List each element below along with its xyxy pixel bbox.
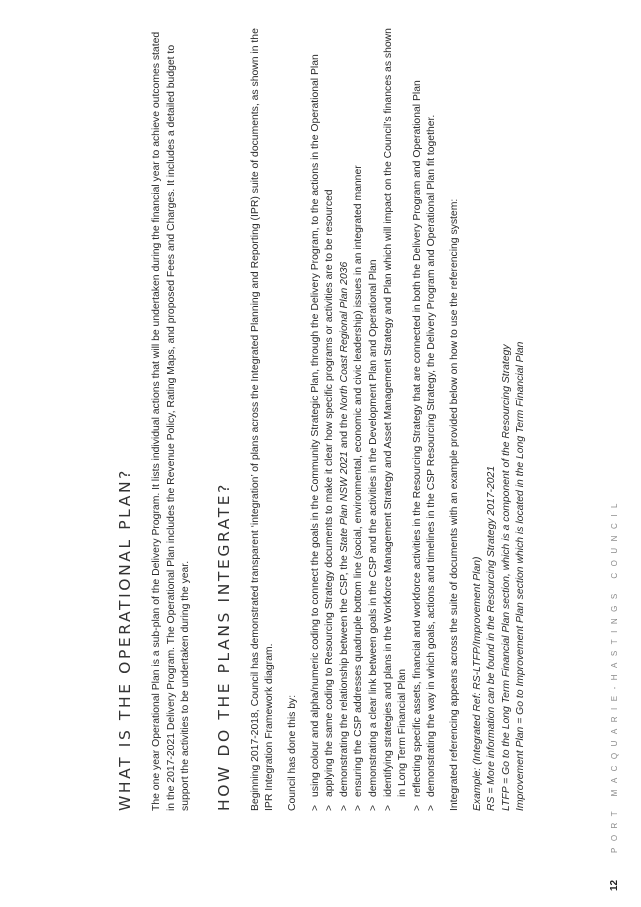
list-item: > demonstrating the way in which goals, actions and timelines in the CSP Resourcing Strategy, the Delivery Program and Operational Plan fit together.: [425, 21, 440, 811]
example-line: RS = More information can be found in the Resourcing Strategy 2017-2021: [486, 465, 498, 811]
footer-council-name: PORT MACQUARIE-HASTINGS COUNCIL: [610, 497, 619, 853]
bullet-marker-icon: >: [324, 804, 336, 811]
paragraph-referencing: Integrated referencing appears across the suite of documents with an example provided below on how to use the referencing system:: [448, 198, 460, 811]
heading-operational-plan: WHAT IS THE OPERATIONAL PLAN?: [116, 467, 134, 811]
heading-plans-integrate: HOW DO THE PLANS INTEGRATE?: [214, 482, 233, 811]
example-line: Example: (Integrated Ref: RS-LTFP/Improvement Plan): [471, 556, 483, 811]
bullet-marker-icon: >: [309, 804, 321, 811]
bullet-marker-icon: >: [382, 804, 394, 811]
bullet-marker-icon: >: [338, 804, 350, 811]
integration-bullet-list: [309, 21, 440, 811]
paragraph-integration-intro: Beginning 2017-2018, Council has demonstrated transparent ‘integration’ of plans across the Integrated Planning and Reporting (IPR) suite of documents, as shown in the IPR Integration Framework diagram.: [249, 28, 276, 811]
list-item: > reflecting specific assets, financial and workforce activities in the Resourcing Strategy that are connected in both the Delivery Program and Operational Plan: [411, 21, 426, 811]
referencing-example: [471, 21, 529, 811]
bullet-marker-icon: >: [353, 804, 365, 811]
list-item: > demonstrating a clear link between goals in the CSP and the activities in the Development Plan and Operational Plan: [367, 21, 382, 811]
list-item: > using colour and alpha/numeric coding to connect the goals in the Community Strategic Plan, through the Delivery Program, to the actions in the Operational Plan: [309, 21, 324, 811]
list-item: > applying the same coding to Resourcing Strategy documents to make it clear how specific programs or activities are to be resourced: [323, 21, 338, 811]
paragraph-council-lead: Council has done this by:: [286, 694, 298, 811]
bullet-marker-icon: >: [426, 804, 438, 811]
bullet-marker-icon: >: [367, 804, 379, 811]
list-item: > identifying strategies and plans in the Workforce Management Strategy and Asset Management Strategy and Plan which will impact on the Council’s finances as shown in Long Term Financial Plan: [382, 28, 409, 811]
list-item: > ensuring the CSP addresses quadruple bottom line (social, environmental, economic and civic leadership) issues in an integrated manner: [352, 21, 367, 811]
list-item: > demonstrating the relationship between the CSP, the State Plan NSW 2021 and the North Coast Regional Plan 2036: [338, 21, 353, 811]
example-line: Improvement Plan = Go to Improvement Plan section which is located in the Long Term Financial Plan: [515, 341, 527, 811]
example-line: LTFP = Go to the Long Term Financial Plan section, which is a component of the Resourcing Strategy: [500, 344, 512, 811]
bullet-marker-icon: >: [411, 804, 423, 811]
paragraph-operational-plan: The one year Operational Plan is a sub-plan of the Delivery Program. It lists individual actions that will be undertaken during the financial year to achieve outcomes stated in the 2017-2021 Delivery Program. The Operational Plan includes the Revenue Policy, Rating Maps, and proposed Fees and Charges. It includes a detailed budget to support the activities to be undertaken during the year.: [151, 31, 192, 811]
page-number: 12: [609, 879, 620, 891]
page-content: [116, 21, 529, 811]
